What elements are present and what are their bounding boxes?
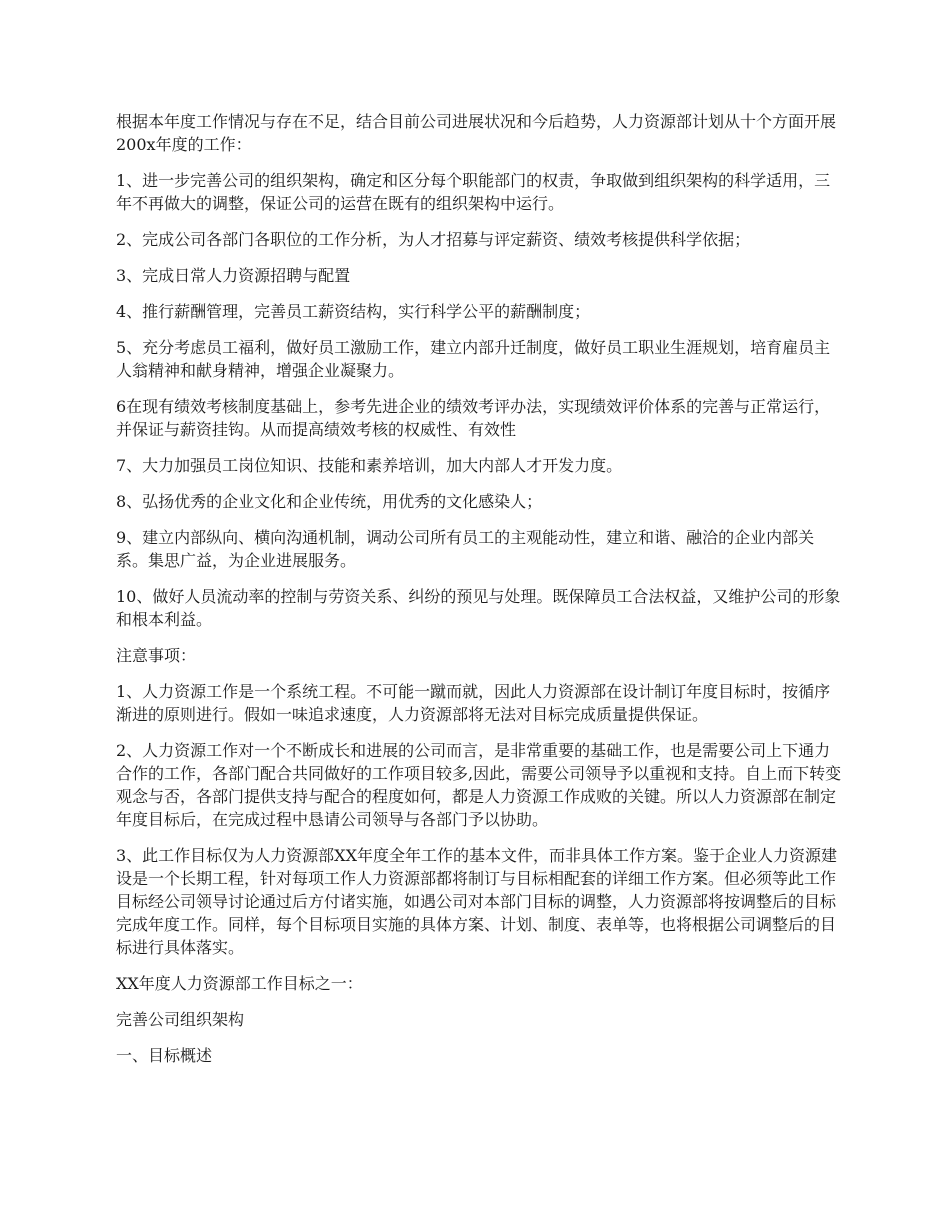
intro-paragraph: 根据本年度工作情况与存在不足，结合目前公司进展状况和今后趋势，人力资源部计划从十个方面开展200x年度的工作： <box>116 112 837 154</box>
plan-item-8: 8、弘扬优秀的企业文化和企业传统，用优秀的文化感染人； <box>116 492 543 511</box>
document-body <box>116 110 842 1080</box>
note-item-3: 3、此工作目标仅为人力资源部XX年度全年工作的基本文件，而非具体工作方案。鉴于企业人力资源建设是一个长期工程，针对每项工作人力资源部都将制订与目标相配套的详细工作方案。但必须等此工作目标经公司领导讨论通过后方付诸实施，如遇公司对本部门目标的调整，人力资源部将按调整后的目标完成年度工作。同样，每个目标项目实施的具体方案、计划、制度、表单等，也将根据公司调整后的目标进行具体落实。 <box>116 846 837 957</box>
note-item-1: 1、人力资源工作是一个系统工程。不可能一蹴而就，因此人力资源部在设计制订年度目标时，按循序渐进的原则进行。假如一味追求速度，人力资源部将无法对目标完成质量提供保证。 <box>116 682 831 724</box>
plan-item-6: 6在现有绩效考核制度基础上，参考先进企业的绩效考评办法，实现绩效评价体系的完善与正常运行，并保证与薪资挂钩。从而提高绩效考核的权威性、有效性 <box>116 397 831 439</box>
goal-title: 完善公司组织架构 <box>116 1010 245 1029</box>
plan-item-4: 4、推行薪酬管理，完善员工薪资结构，实行科学公平的薪酬制度； <box>116 302 591 321</box>
note-item-2: 2、人力资源工作对一个不断成长和进展的公司而言，是非常重要的基础工作，也是需要公司上下通力合作的工作，各部门配合共同做好的工作项目较多,因此，需要公司领导予以重视和支持。自上而下转变观念与否，各部门提供支持与配合的程度如何，都是人力资源工作成败的关键。所以人力资源部在制定年度目标后，在完成过程中恳请公司领导与各部门予以协助。 <box>116 741 842 829</box>
goal-overview-heading: 一、目标概述 <box>116 1046 213 1065</box>
plan-item-3: 3、完成日常人力资源招聘与配置 <box>116 266 351 285</box>
plan-item-9: 9、建立内部纵向、横向沟通机制，调动公司所有员工的主观能动性，建立和谐、融洽的企业内部关系。集思广益，为企业进展服务。 <box>116 528 815 570</box>
goal-section-heading: XX年度人力资源部工作目标之一： <box>116 974 363 993</box>
plan-item-2: 2、完成公司各部门各职位的工作分析，为人才招募与评定薪资、绩效考核提供科学依据； <box>116 230 751 249</box>
plan-item-7: 7、大力加强员工岗位知识、技能和素养培训，加大内部人才开发力度。 <box>116 456 623 475</box>
plan-item-1: 1、进一步完善公司的组织架构，确定和区分每个职能部门的权责，争取做到组织架构的科学适用，三年不再做大的调整，保证公司的运营在既有的组织架构中运行。 <box>116 171 831 213</box>
plan-item-10: 10、做好人员流动率的控制与劳资关系、纠纷的预见与处理。既保障员工合法权益，又维护公司的形象和根本利益。 <box>116 587 841 629</box>
notes-heading: 注意事项： <box>116 646 197 665</box>
plan-item-5: 5、充分考虑员工福利，做好员工激励工作，建立内部升迁制度，做好员工职业生涯规划，培育雇员主人翁精神和献身精神，增强企业凝聚力。 <box>116 338 831 380</box>
